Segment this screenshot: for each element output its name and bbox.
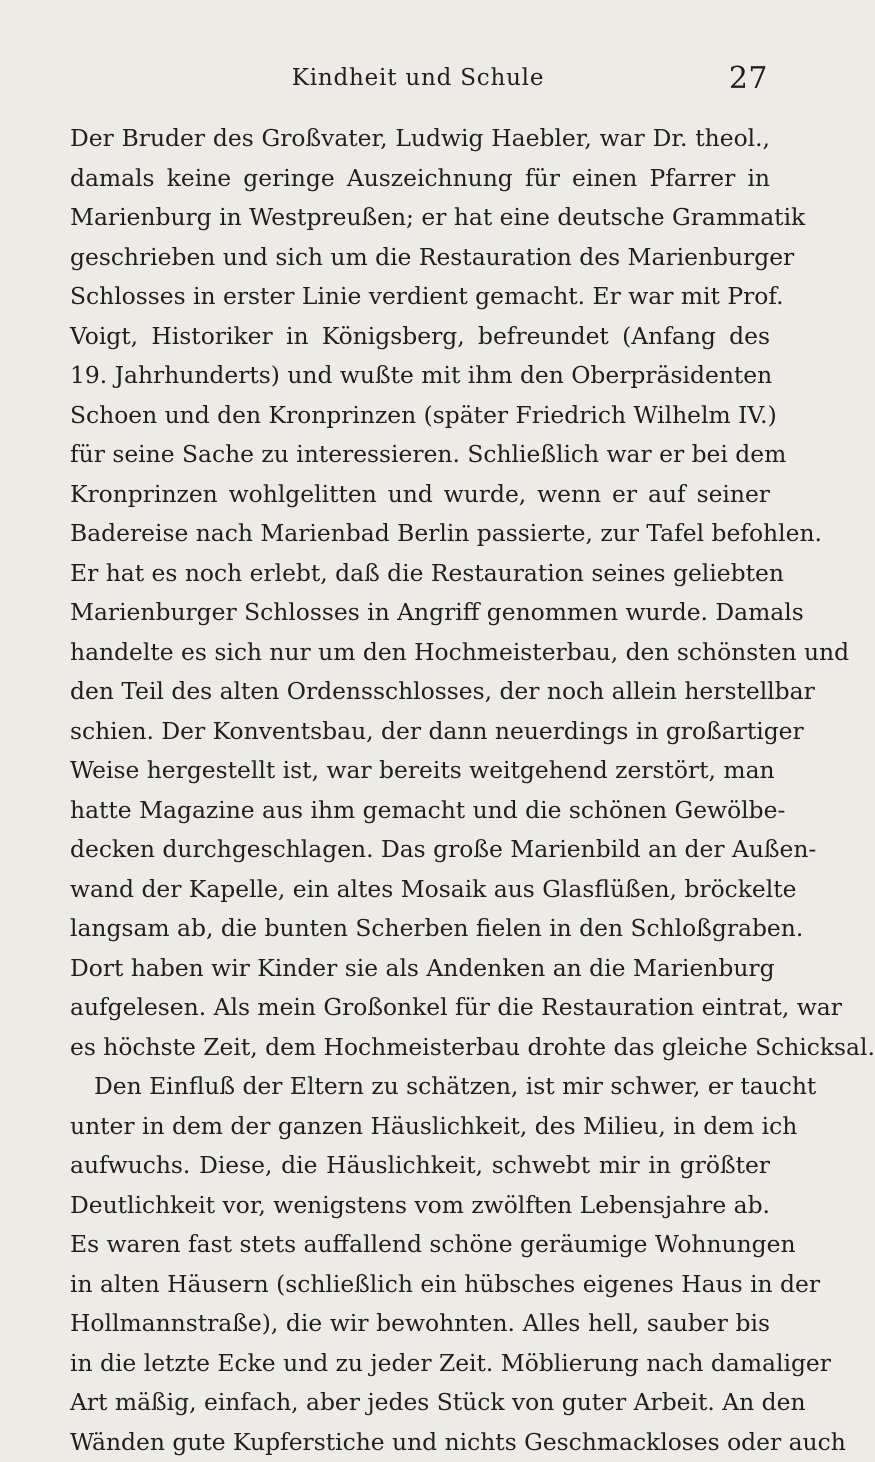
text-line: Es waren fast stets auffallend schöne geräumige Wohnungen [70, 1225, 770, 1265]
text-line: hatte Magazine aus ihm gemacht und die schönen Gewölbe- [70, 791, 770, 831]
running-title: Kindheit und Schule [68, 65, 768, 91]
body-text [70, 119, 770, 1462]
text-line: 19. Jahrhunderts) und wußte mit ihm den Oberpräsidenten [70, 356, 770, 396]
text-line: Er hat es noch erlebt, daß die Restauration seines geliebten [70, 554, 770, 594]
text-line: wand der Kapelle, ein altes Mosaik aus Glasflüßen, bröckelte [70, 870, 770, 910]
text-line: Deutlichkeit vor, wenigstens vom zwölften Lebensjahre ab. [70, 1186, 770, 1226]
text-line: für seine Sache zu interessieren. Schließlich war er bei dem [70, 435, 770, 475]
text-line: Der Bruder des Großvater, Ludwig Haebler, war Dr. theol., [70, 119, 770, 159]
text-line: Art mäßig, einfach, aber jedes Stück von guter Arbeit. An den [70, 1383, 770, 1423]
text-line: Schlosses in erster Linie verdient gemacht. Er war mit Prof. [70, 277, 770, 317]
text-line: in alten Häusern (schließlich ein hübsches eigenes Haus in der [70, 1265, 770, 1305]
page-number: 27 [729, 61, 768, 96]
text-line: handelte es sich nur um den Hochmeisterbau, den schönsten und [70, 633, 770, 673]
text-line: decken durchgeschlagen. Das große Marienbild an der Außen- [70, 830, 770, 870]
text-line: aufwuchs. Diese, die Häuslichkeit, schwebt mir in größter [70, 1146, 770, 1186]
text-line: geschrieben und sich um die Restauration des Marienburger [70, 238, 770, 278]
text-line: Voigt, Historiker in Königsberg, befreundet (Anfang des [70, 317, 770, 357]
text-line: aufgelesen. Als mein Großonkel für die Restauration eintrat, war [70, 988, 770, 1028]
text-line: unter in dem der ganzen Häuslichkeit, des Milieu, in dem ich [70, 1107, 770, 1147]
text-line: den Teil des alten Ordensschlosses, der noch allein herstellbar [70, 672, 770, 712]
text-line: Marienburger Schlosses in Angriff genommen wurde. Damals [70, 593, 770, 633]
text-line: damals keine geringe Auszeichnung für einen Pfarrer in [70, 159, 770, 199]
text-line: Wänden gute Kupferstiche und nichts Geschmackloses oder auch [70, 1423, 770, 1462]
running-head [68, 61, 768, 95]
text-line: Weise hergestellt ist, war bereits weitgehend zerstört, man [70, 751, 770, 791]
text-line: Dort haben wir Kinder sie als Andenken an die Marienburg [70, 949, 770, 989]
text-line: Hollmannstraße), die wir bewohnten. Alles hell, sauber bis [70, 1304, 770, 1344]
text-line: langsam ab, die bunten Scherben fielen in den Schloßgraben. [70, 909, 770, 949]
text-line: schien. Der Konventsbau, der dann neuerdings in großartiger [70, 712, 770, 752]
text-line: Schoen und den Kronprinzen (später Friedrich Wilhelm IV.) [70, 396, 770, 436]
text-line: Badereise nach Marienbad Berlin passierte, zur Tafel befohlen. [70, 514, 770, 554]
text-line: Marienburg in Westpreußen; er hat eine deutsche Grammatik [70, 198, 770, 238]
text-line: Kronprinzen wohlgelitten und wurde, wenn er auf seiner [70, 475, 770, 515]
text-line: es höchste Zeit, dem Hochmeisterbau drohte das gleiche Schicksal. [70, 1028, 770, 1068]
text-line: in die letzte Ecke und zu jeder Zeit. Möblierung nach damaliger [70, 1344, 770, 1384]
text-line: Den Einfluß der Eltern zu schätzen, ist mir schwer, er taucht [70, 1067, 770, 1107]
